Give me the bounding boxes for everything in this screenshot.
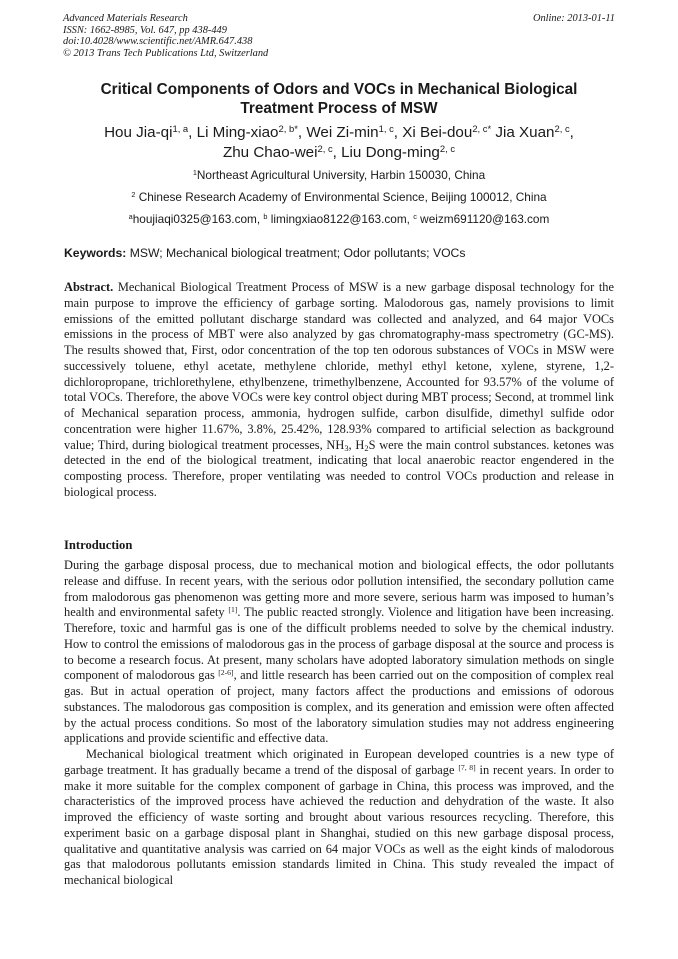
author-affiliation-mark: 1, c <box>378 122 394 134</box>
title-line-1: Critical Components of Odors and VOCs in Mechanical Biological <box>100 81 578 98</box>
email-list <box>0 212 678 226</box>
abstract-subscript: 3 <box>344 442 349 453</box>
journal-header <box>63 13 268 59</box>
email-mark: a <box>128 211 133 221</box>
author-name: Li Ming-xiao <box>196 124 279 141</box>
affiliation-mark: 2 <box>131 189 136 199</box>
introduction-body <box>64 558 614 889</box>
email-address: houjiaqi0325@163.com, <box>132 212 264 226</box>
abstract <box>64 280 614 501</box>
author-affiliation-mark: 2, c* <box>472 122 492 134</box>
affiliation-mark: 1 <box>192 167 197 177</box>
journal-issn: ISSN: 1662-8985, Vol. 647, pp 438-449 <box>63 24 227 36</box>
journal-name: Advanced Materials Research <box>63 13 188 24</box>
paragraph-text: in recent years. In order to make it more suitable for the complex component of garbage in China, this process was improved, and the characteristics of the improved process have achieved the reduction and dehydration of the waste. It also improved the efficiency of waste sorting and brought about various resources recycling. Therefore, this experiment basic on a garbage disposal plant in Shanghai, studied on this new garbage disposal process, qualitative and quantitative analysis was carried on 64 major VOCs as well as the eight kinds of malodorous gas that malodorous pollutants emission standards limited in China. This study revealed the impact of mechanical biological <box>64 762 614 887</box>
affiliation-text: Northeast Agricultural University, Harbin 150030, China <box>196 168 486 182</box>
author-affiliation-mark: 2, b* <box>278 122 298 134</box>
author-affiliation-mark: 2, c <box>554 122 570 134</box>
journal-doi: doi:10.4028/www.scientific.net/AMR.647.438 <box>63 36 253 48</box>
section-heading-introduction: Introduction <box>64 538 133 552</box>
affiliation-2 <box>0 190 678 204</box>
abstract-label: Abstract. <box>64 280 114 294</box>
title-line-2: Treatment Process of MSW <box>240 100 438 117</box>
paragraph-text: During the garbage disposal process, due to mechanical motion and biological effects, the odor pollutants release and diffuse. In recent years, with the serious odor pollution intensified, the secondary pollution came from malodorous gas phenomenon was getting more and more severe, serious harm was imposed to human’s health and environmental safety <box>64 558 614 620</box>
introduction-paragraph-2 <box>64 747 614 889</box>
author-affiliation-mark: 1, a <box>172 122 189 134</box>
author-name: Wei Zi-min <box>306 124 379 141</box>
journal-copyright: © 2013 Trans Tech Publications Ltd, Switzerland <box>63 47 269 59</box>
email-address: weizm691120@163.com <box>416 212 550 226</box>
affiliation-1 <box>0 168 678 182</box>
email-mark: b <box>263 211 268 221</box>
author-affiliation-mark: 2, c <box>317 142 333 154</box>
introduction-paragraph-1 <box>64 558 614 747</box>
author-name: Liu Dong-ming <box>341 144 440 161</box>
abstract-text: , H <box>348 437 365 452</box>
abstract-text: Mechanical Biological Treatment Process of MSW is a new garbage disposal technology for the main purpose to improve the efficiency of garbage sorting. Malodorous gas, namely provisions to limit emissions of the emitted pollutant discharge standard was collected and analyzed, and 64 major VOCs emissions in the process of MBT were also analyzed by gas chromatography-mass spectrometry (GC-MS). The results showed that, First, odor concentration of the top ten odorous substances of VOCs in MSW were successively toluene, ethyl acetate, methylene chloride, methyl ethyl ketone, xylene, styrene, 1,2- dichloropropane, trichlorethylene, ethylbenzene, trimethylbenzene, Accounted for 93.57% of the volume of total VOCs. Therefore, the above VOCs were key control object during MBT process; Second, at trommel link of Mechanical separation process, ammonia, hydrogen sulfide, carbon disulfide, dimethyl sulfide odor concentration were higher 11.67%, 3.8%, 25.42%, 128.93% compared to artificial selection as background value; Third, during biological treatment processes, NH <box>64 280 614 452</box>
author-affiliation-mark: 2, c <box>439 142 456 154</box>
paper-title <box>0 80 678 118</box>
paragraph-text: Mechanical biological treatment which originated in European developed countries is a new type of garbage treatment. It has gradually became a trend of the disposal of garbage <box>64 747 614 777</box>
author-line-2: Zhu Chao-wei$^{2, c}$, Liu Dong-ming$^{2, c}$ <box>222 142 456 161</box>
author-name: Jia Xuan <box>495 124 555 141</box>
author-list <box>0 123 678 163</box>
email-mark: c <box>413 211 417 221</box>
author-name: Hou Jia-qi <box>104 124 173 141</box>
paragraph-text: . The public reacted strongly. Violence and litigation have been increasing. Therefore, toxic and harmful gas is one of the difficult problems needed to solve by the chemical industry. How to control the emissions of malodorous gas in the process of garbage disposal at the source and process is to become a research focus. At present, many scholars have adopted laboratory simulation methods on single component of malodorous gas <box>64 605 614 683</box>
paragraph-text: , and little research has been carried out on the composition of complex real gas. But in actual operation of project, many factors affect the productions and emissions of odorous substances. The malodorous gas composition is complex, and its generation and emission were often affected by the actual process conditions. So most of the laboratory simulation studies may not address engineering applications and provide scientific and effective data. <box>64 668 614 746</box>
keywords <box>64 246 465 260</box>
email-address: limingxiao8122@163.com, <box>267 212 414 226</box>
citation: [2-6] <box>218 668 234 678</box>
citation: [1] <box>228 605 238 615</box>
author-name: Zhu Chao-wei <box>222 144 318 161</box>
affiliation-text: Chinese Research Academy of Environmental Science, Beijing 100012, China <box>135 190 547 204</box>
author-name: Xi Bei-dou <box>402 124 473 141</box>
citation: [7, 8] <box>458 762 476 772</box>
abstract-subscript: 2 <box>364 442 369 453</box>
author-line-1: Hou Jia-qi$^{1, a}$, Li Ming-xiao$^{2, b*}$, Wei $Zi-\min^{1, c}$, Xi Bei-dou$^{2, c*}$ Jia Xuan$^{2, c}$, <box>104 122 574 141</box>
online-date: Online: 2013-01-11 <box>532 13 615 24</box>
keywords-text: MSW; Mechanical biological treatment; Odor pollutants; VOCs <box>126 246 466 260</box>
abstract-text: S were the main control substances. ketones was detected in the end of the biological treatment, indicating that local anaerobic reactor engendered in the composting process. Therefore, proper ventilating was needed to control VOCs production and release in biological process. <box>64 437 614 499</box>
keywords-label: Keywords: <box>64 246 127 260</box>
